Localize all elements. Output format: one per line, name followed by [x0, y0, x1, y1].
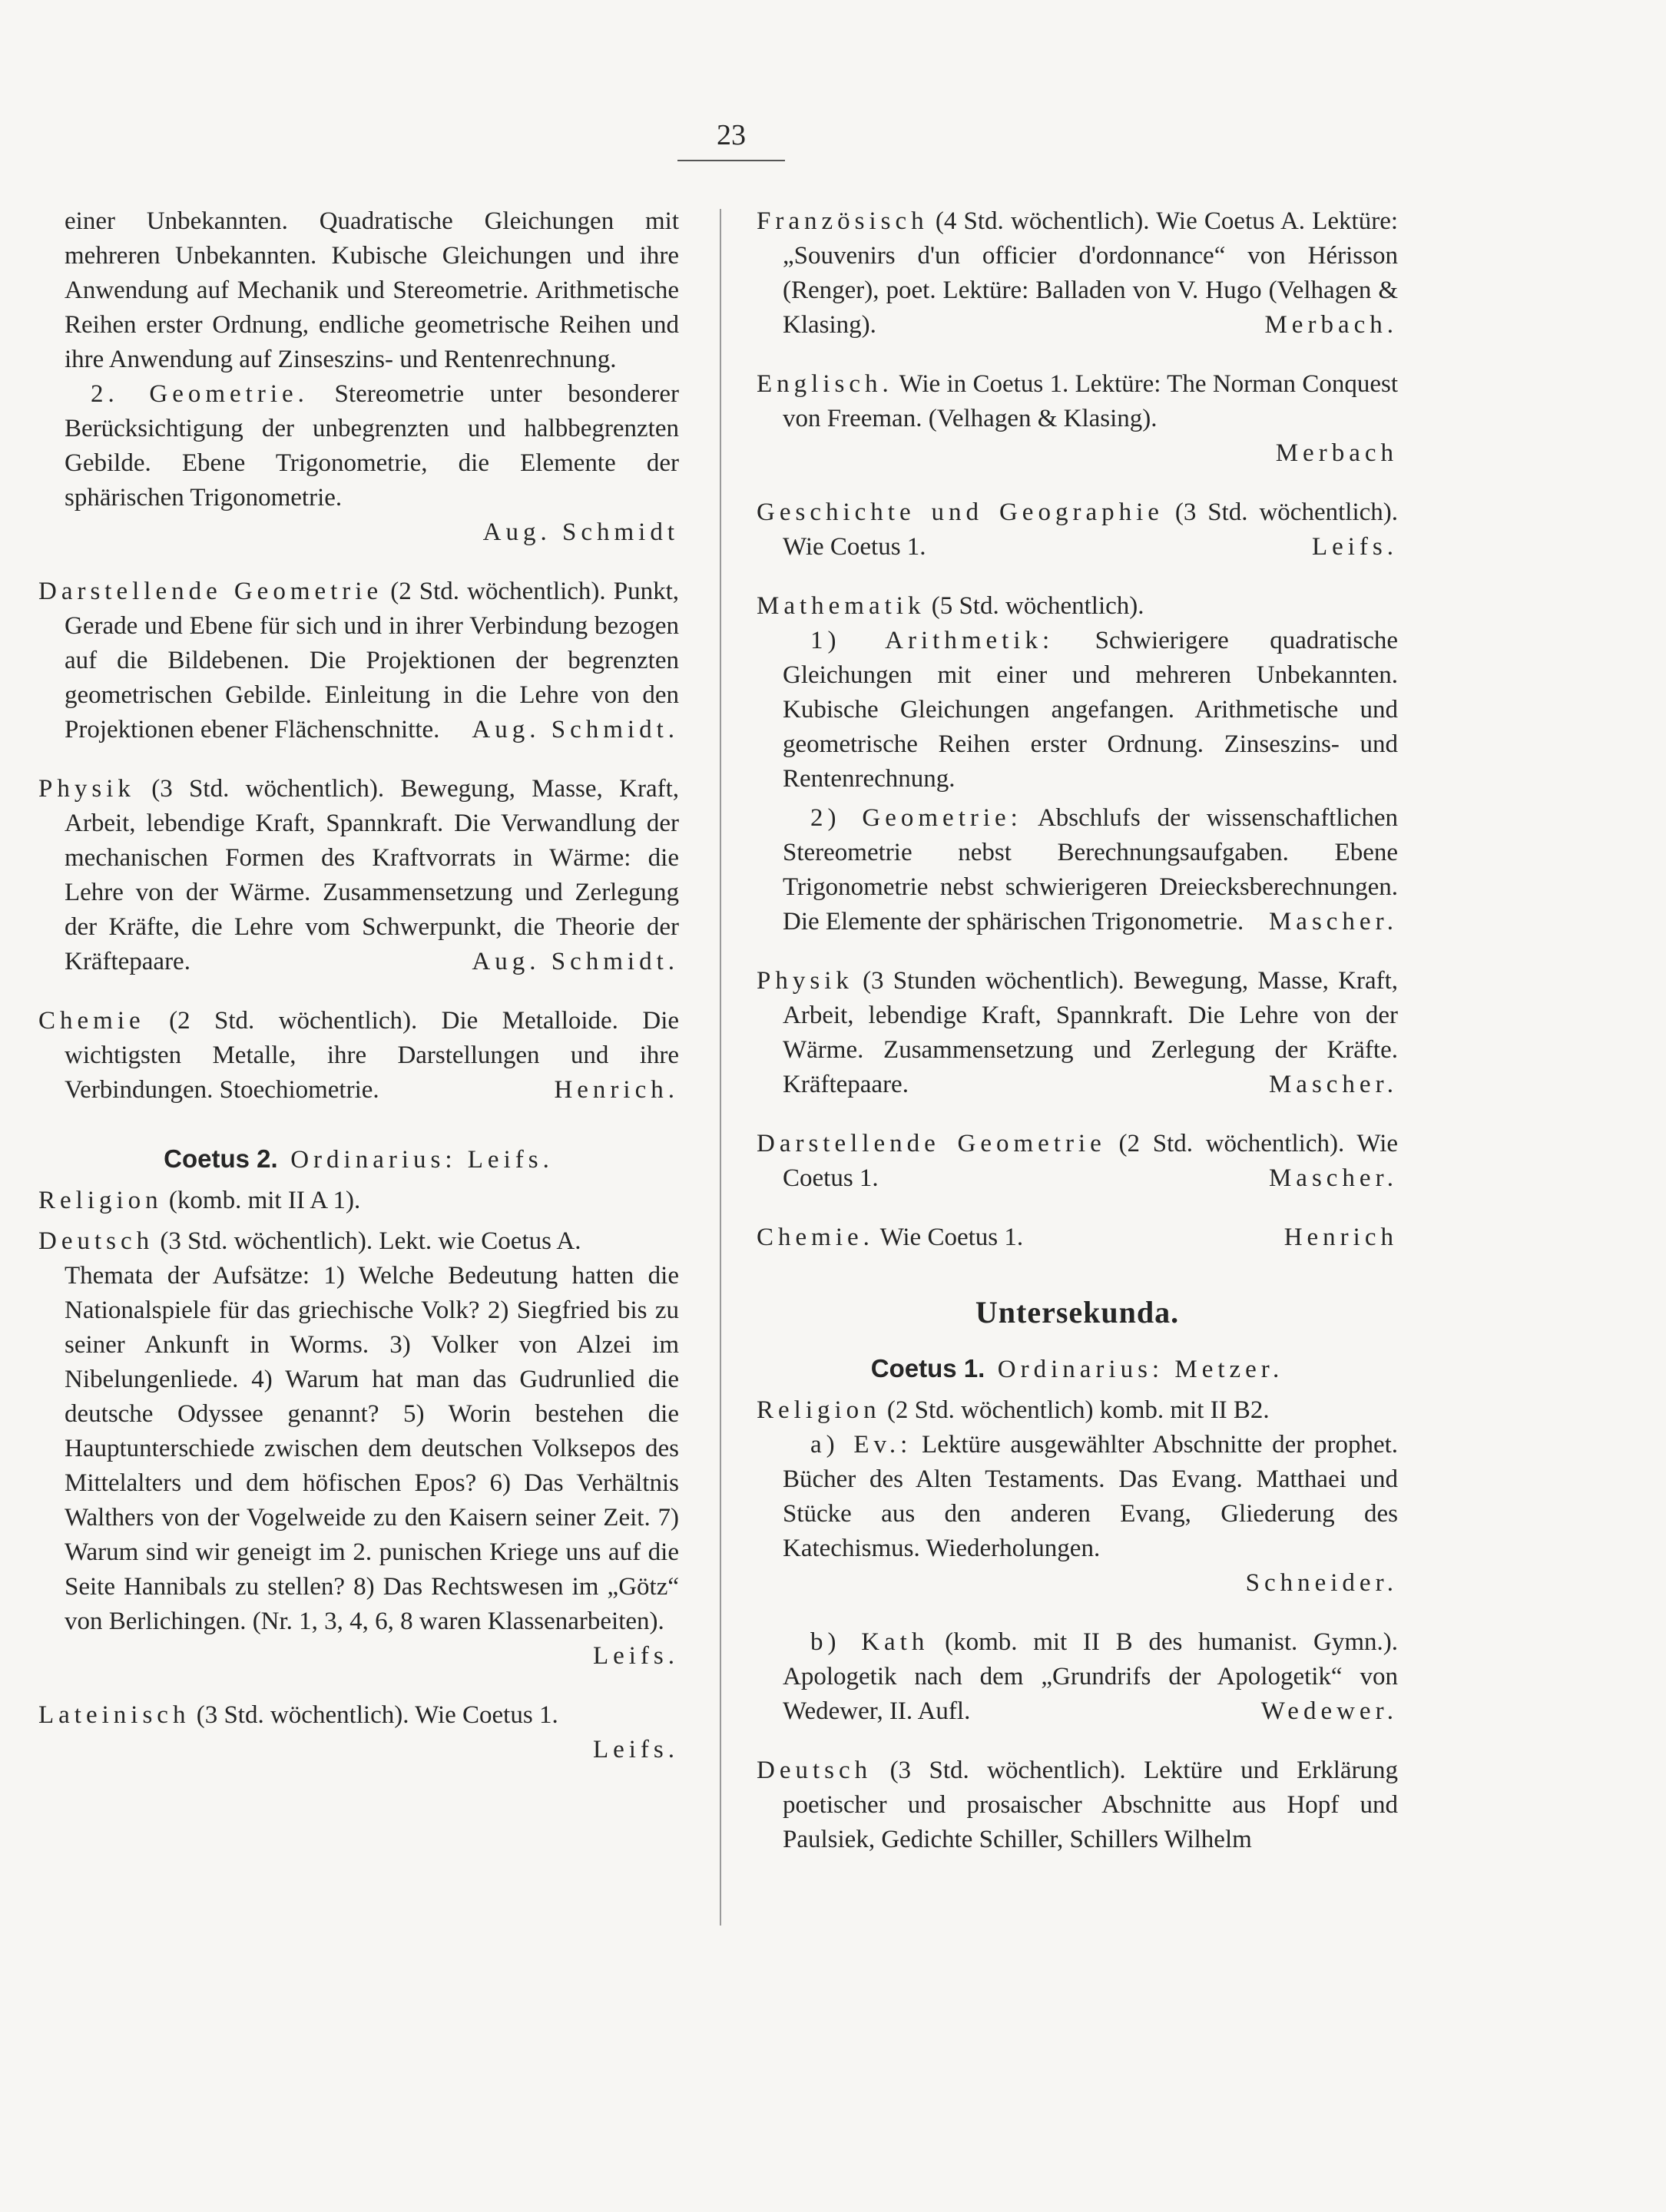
- section-title: Französisch: [757, 207, 929, 235]
- arithmetik-text: Schwierigere quadratische Gleichungen mit einer und mehreren Unbekannten. Kubische Gleichungen angefangen. Arithmetische und geometrische Reihen erster Ordnung. Zinseszins- und Rentenrechnung.: [783, 627, 1398, 793]
- section-signature: Mascher.: [1268, 1164, 1398, 1192]
- section-text: Wie in Coetus 1. Lektüre: The Norman Conquest von Freeman. (Velhagen & Klasing).: [783, 370, 1398, 432]
- right-column: [757, 204, 1398, 1882]
- section-signature: Leifs.: [1311, 533, 1398, 561]
- section-title: Chemie: [38, 1007, 145, 1035]
- section-text: (3 Std. wöchentlich). Bewegung, Masse, Kraft, Arbeit, lebendige Kraft, Spannkraft. Die Verwandlung der mechanischen Formen des Kraftvorrats in Wärme: die Lehre von der Wärme. Zusammensetzung und Zerlegung der Kräfte, die Lehre vom Schwerpunkt, die Theorie der Kräftepaare.: [65, 775, 679, 975]
- section-text: (3 Std. wöchentlich). Lekt. wie Coetus A.: [160, 1227, 581, 1255]
- darstellende-geometrie-section-right: [757, 1127, 1398, 1196]
- kath-text: (komb. mit II B des humanist. Gymn.). Apologetik nach dem „Grundrifs der Apologetik“ von Wedewer, II. Aufl.: [783, 1628, 1398, 1725]
- section-signature: Mascher.: [1268, 908, 1398, 935]
- section-text: (komb. mit II A 1).: [168, 1187, 361, 1214]
- column-divider: [720, 209, 721, 1926]
- religion-section-right: [757, 1393, 1398, 1729]
- chemie-section: [38, 1004, 679, 1108]
- coetus-label: Coetus 2.: [164, 1144, 278, 1173]
- chemie-section-right: [757, 1220, 1398, 1255]
- section-signature: Merbach: [1275, 439, 1398, 467]
- section-signature: Merbach.: [1264, 311, 1398, 339]
- section-signature: Henrich.: [554, 1076, 679, 1104]
- section-title: Englisch.: [757, 370, 893, 398]
- section-text: (4 Std. wöchentlich). Wie Coetus A. Lektüre: „Souvenirs d'un officier d'ordonnance“ von Hérisson (Renger), poet. Lektüre: Balladen von V. Hugo (Velhagen & Klasing).: [783, 207, 1399, 339]
- latein-signature-row: [65, 1733, 679, 1767]
- section-text: (3 Std. wöchentlich). Lektüre und Erklärung poetischer und prosaischer Abschnitte aus Hopf und Paulsiek, Gedichte Schiller, Schillers Wilhelm: [783, 1757, 1398, 1853]
- section-title: Chemie.: [757, 1224, 874, 1251]
- ev-label: a) Ev.:: [810, 1431, 912, 1459]
- section-signature: Wedewer.: [1260, 1697, 1398, 1725]
- section-text: (2 Std. wöchentlich). Punkt, Gerade und Ebene für sich und in ihrer Verbindung bezogen auf die Bildebenen. Die Projektionen der begrenzten geometrischen Gebilde. Einleitung in die Lehre von den Projektionen ebener Flächenschnitte.: [65, 578, 679, 743]
- section-text: (5 Std. wöchentlich).: [931, 592, 1144, 620]
- geometrie-paragraph: [757, 801, 1398, 939]
- section-title: Mathematik: [757, 592, 926, 620]
- geometrie-text: Abschlufs der wissenschaftlichen Stereometrie nebst Berechnungsaufgaben. Ebene Trigonometrie nebst schwierigeren Dreiecksberechnungen. Die Elemente der sphärischen Trigonometrie.: [783, 804, 1398, 935]
- englisch-signature-row: [783, 436, 1398, 471]
- latein-section: [38, 1698, 679, 1767]
- section-text: (2 Std. wöchentlich). Die Metalloide. Die wichtigsten Metalle, ihre Darstellungen und ihre Verbindungen. Stoechiometrie.: [65, 1007, 680, 1104]
- physik-section: [38, 772, 679, 979]
- section-text: (3 Std. wöchentlich). Wie Coetus 1.: [783, 498, 1398, 561]
- left-column: [38, 204, 679, 1792]
- ordinarius: Ordinarius: Leifs.: [290, 1146, 554, 1174]
- section-signature: Leifs.: [592, 1736, 679, 1763]
- section-signature: Leifs.: [592, 1642, 679, 1670]
- ev-text: Lektüre ausgewählter Abschnitte der prophet. Bücher des Alten Testaments. Das Evang. Matthaei und Stücke aus den anderen Evang, Gliederung des Katechismus. Wiederholungen.: [783, 1431, 1399, 1562]
- section-title: Deutsch: [757, 1757, 873, 1784]
- kath-paragraph: [757, 1625, 1398, 1729]
- algebra-continuation: [38, 204, 679, 550]
- section-title: Deutsch: [38, 1227, 154, 1255]
- geometry-signature-row: [65, 515, 679, 550]
- englisch-section: [757, 367, 1398, 471]
- section-title: Physik: [757, 967, 853, 995]
- mathematik-header: [757, 589, 1398, 624]
- section-title: Lateinisch: [38, 1701, 190, 1729]
- algebra-text: einer Unbekannten. Quadratische Gleichungen mit mehreren Unbekannten. Kubische Gleichungen und ihre Anwendung auf Mechanik und Stereometrie. Arithmetische Reihen erster Ordnung, endliche geometrische Reihen und ihre Anwendung auf Zinseszins- und Rentenrechnung.: [65, 207, 679, 373]
- franzoesisch-section: [757, 204, 1398, 343]
- section-text: (2 Std. wöchentlich) komb. mit II B2.: [886, 1396, 1270, 1424]
- mathematik-section: [757, 589, 1398, 939]
- section-title: Geschichte und Geographie: [757, 498, 1164, 526]
- section-title: Physik: [38, 775, 135, 803]
- section-title: Religion: [757, 1396, 881, 1424]
- coetus-2-heading: [38, 1141, 679, 1177]
- deutsch-section: [38, 1224, 679, 1674]
- ev-signature-row: [757, 1566, 1398, 1601]
- darstellende-geometrie-section: [38, 575, 679, 747]
- ev-paragraph: [757, 1428, 1398, 1566]
- deutsch-themes: Themata der Aufsätze: 1) Welche Bedeutung hatten die Nationalspiele für das griechische Volk? 2) Siegfried bis zu seiner Ankunft in Worms. 3) Volker von Alzei im Nibelungenliede. 4) Warum hat man das Gudrunlied die deutsche Odyssee genannt? 5) Worin bestehen die Hauptunterschiede zwischen dem deutschen Volksepos des Mittelalters und dem höfischen Epos? 6) Das Verhältnis Walthers von der Vogelweide zu den Kaisern seiner Zeit. 7) Warum sind wir geneigt im 2. punischen Kriege uns auf die Seite Hannibals zu stellen? 8) Das Rechtswesen im „Götz“ von Berlichingen. (Nr. 1, 3, 4, 6, 8 waren Klassenarbeiten).: [65, 1262, 679, 1635]
- deutsch-signature-row: [65, 1639, 679, 1674]
- geometry-text: Stereometrie unter besonderer Berücksichtigung der unbegrenzten und halbbegrenzten Gebilde. Ebene Trigonometrie, die Elemente der sphärischen Trigonometrie.: [65, 380, 679, 512]
- section-title: Religion: [38, 1187, 163, 1214]
- section-signature: Henrich: [1283, 1224, 1398, 1251]
- section-title: Darstellende Geometrie: [757, 1130, 1106, 1157]
- religion-section: [38, 1184, 679, 1218]
- section-signature: Schneider.: [1245, 1569, 1398, 1597]
- page-number: 23: [677, 117, 785, 161]
- section-signature: Mascher.: [1268, 1071, 1398, 1098]
- untersekunda-heading: Untersekunda.: [975, 1295, 1180, 1330]
- geschichte-section: [757, 495, 1398, 565]
- section-signature: Aug. Schmidt.: [472, 948, 679, 975]
- arithmetik-paragraph: [757, 624, 1398, 796]
- section-title: Darstellende Geometrie: [38, 578, 383, 605]
- coetus-1-heading: [757, 1351, 1398, 1387]
- section-text: (3 Stunden wöchentlich). Bewegung, Masse, Kraft, Arbeit, lebendige Kraft, Spannkraft. Die Lehre von der Wärme. Zusammensetzung und Zerlegung der Kräfte. Kräftepaare.: [783, 967, 1398, 1098]
- section-text: (2 Std. wöchentlich). Wie Coetus 1.: [783, 1130, 1399, 1192]
- section-signature: Aug. Schmidt.: [472, 716, 679, 743]
- religion-header: [757, 1393, 1398, 1428]
- kath-label: b) Kath: [810, 1628, 929, 1656]
- coetus-label: Coetus 1.: [870, 1354, 985, 1382]
- geometrie-label: 2) Geometrie:: [810, 804, 1022, 832]
- arithmetik-label: 1) Arithmetik:: [810, 627, 1055, 654]
- geometry-signature: Aug. Schmidt: [482, 518, 679, 546]
- geometry-paragraph: [65, 377, 679, 515]
- ordinarius: Ordinarius: Metzer.: [997, 1356, 1284, 1383]
- section-text: (3 Std. wöchentlich). Wie Coetus 1.: [196, 1701, 558, 1729]
- physik-section-right: [757, 964, 1398, 1102]
- geometry-label: 2. Geometrie.: [91, 380, 309, 408]
- deutsch-section-right: [757, 1753, 1398, 1857]
- section-text: Wie Coetus 1.: [879, 1224, 1024, 1251]
